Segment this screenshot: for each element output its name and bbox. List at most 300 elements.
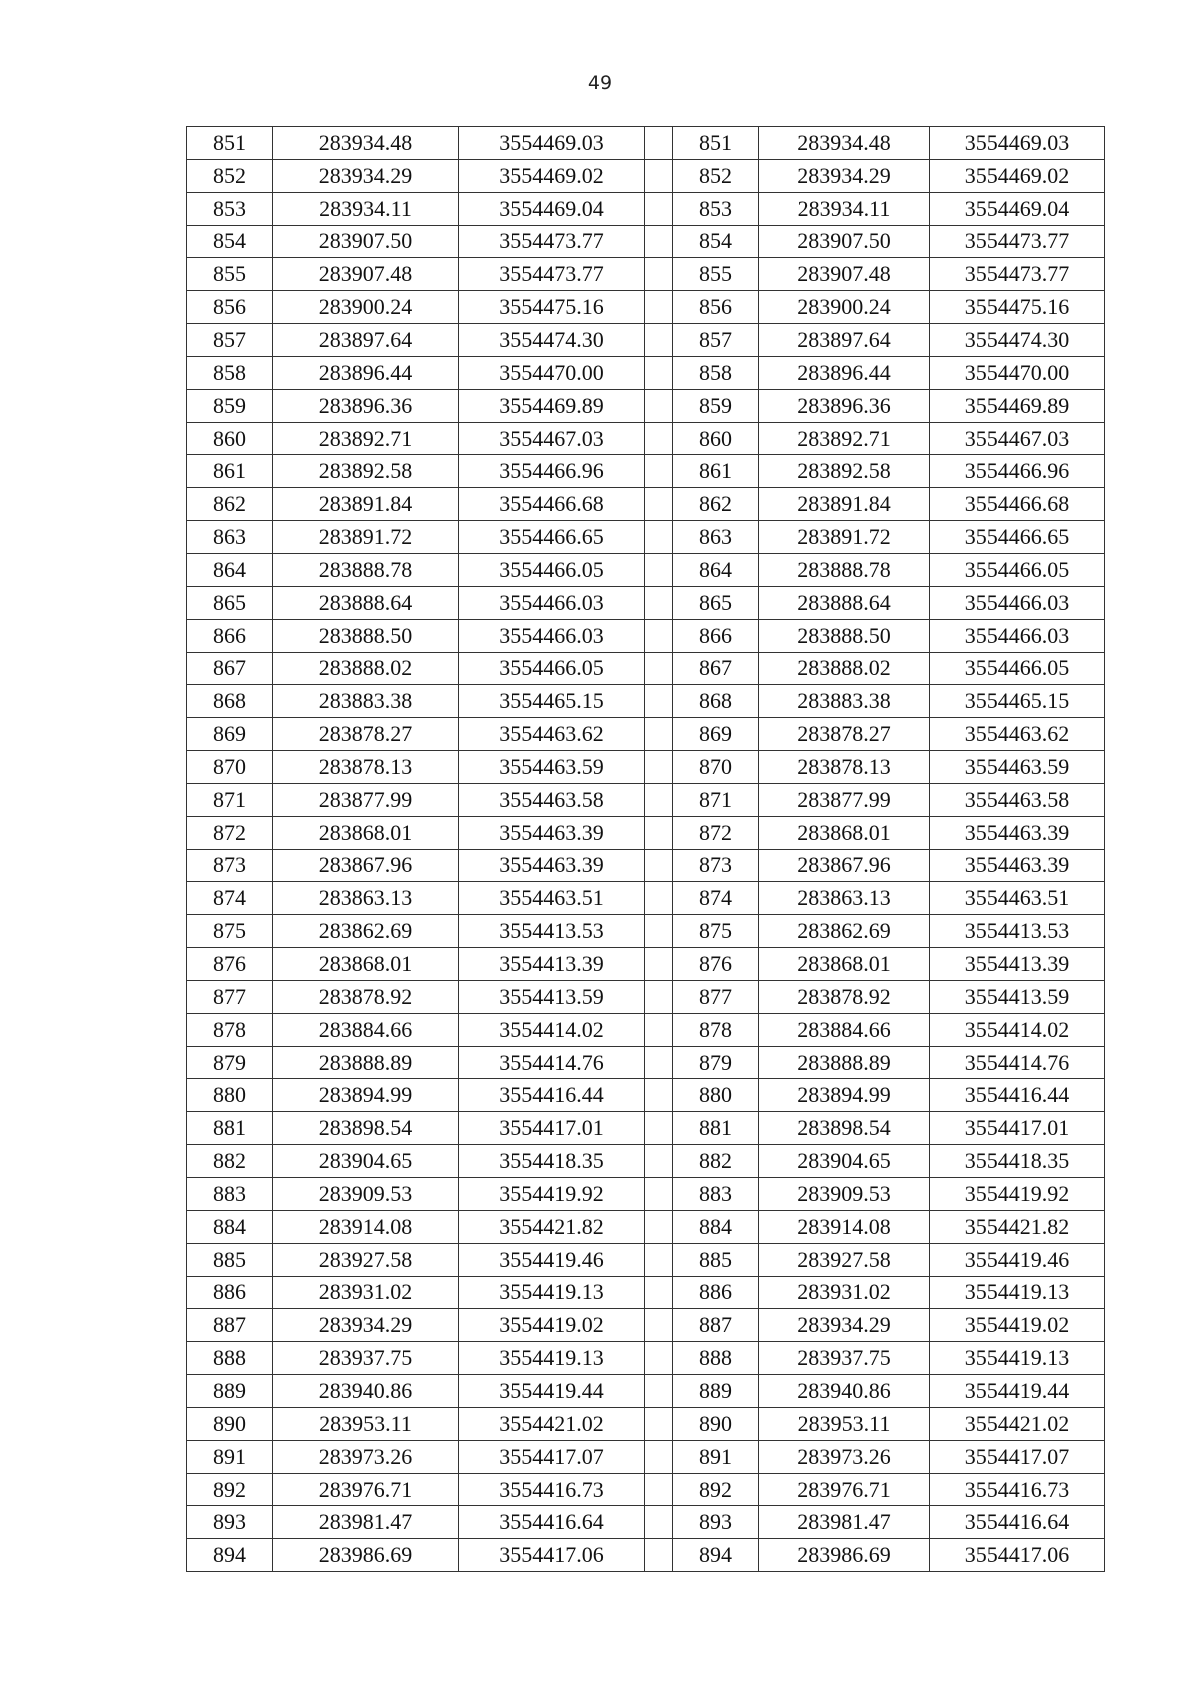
y-coordinate-2-cell: 3554466.96: [930, 455, 1105, 488]
spacer-cell: [645, 783, 673, 816]
table-row: [187, 980, 1105, 1013]
point-number-cell: 884: [187, 1210, 273, 1243]
x-coordinate-2-cell: 283883.38: [759, 685, 930, 718]
spacer-cell: [645, 159, 673, 192]
x-coordinate-2-cell: 283914.08: [759, 1210, 930, 1243]
x-coordinate-cell: 283896.44: [273, 356, 459, 389]
x-coordinate-2-cell: 283931.02: [759, 1276, 930, 1309]
y-coordinate-2-cell: 3554473.77: [930, 225, 1105, 258]
spacer-cell: [645, 1473, 673, 1506]
spacer-cell: [645, 291, 673, 324]
table-row: [187, 1178, 1105, 1211]
y-coordinate-2-cell: 3554465.15: [930, 685, 1105, 718]
point-number-cell: 864: [187, 553, 273, 586]
y-coordinate-2-cell: 3554419.13: [930, 1342, 1105, 1375]
point-number-cell: 856: [187, 291, 273, 324]
x-coordinate-cell: 283981.47: [273, 1506, 459, 1539]
spacer-cell: [645, 718, 673, 751]
x-coordinate-2-cell: 283888.89: [759, 1046, 930, 1079]
point-number-2-cell: 888: [673, 1342, 759, 1375]
y-coordinate-cell: 3554416.44: [459, 1079, 645, 1112]
x-coordinate-cell: 283868.01: [273, 948, 459, 981]
y-coordinate-2-cell: 3554469.89: [930, 389, 1105, 422]
point-number-2-cell: 851: [673, 127, 759, 160]
y-coordinate-cell: 3554469.02: [459, 159, 645, 192]
x-coordinate-cell: 283888.78: [273, 553, 459, 586]
point-number-cell: 881: [187, 1112, 273, 1145]
spacer-cell: [645, 1079, 673, 1112]
spacer-cell: [645, 389, 673, 422]
y-coordinate-cell: 3554463.39: [459, 816, 645, 849]
point-number-cell: 852: [187, 159, 273, 192]
x-coordinate-cell: 283891.72: [273, 521, 459, 554]
table-row: [187, 356, 1105, 389]
point-number-2-cell: 891: [673, 1440, 759, 1473]
point-number-cell: 853: [187, 192, 273, 225]
x-coordinate-2-cell: 283894.99: [759, 1079, 930, 1112]
point-number-2-cell: 864: [673, 553, 759, 586]
point-number-2-cell: 876: [673, 948, 759, 981]
spacer-cell: [645, 1342, 673, 1375]
x-coordinate-2-cell: 283896.36: [759, 389, 930, 422]
point-number-cell: 860: [187, 422, 273, 455]
y-coordinate-cell: 3554474.30: [459, 324, 645, 357]
x-coordinate-2-cell: 283892.71: [759, 422, 930, 455]
x-coordinate-cell: 283914.08: [273, 1210, 459, 1243]
spacer-cell: [645, 324, 673, 357]
x-coordinate-cell: 283934.29: [273, 1309, 459, 1342]
y-coordinate-2-cell: 3554470.00: [930, 356, 1105, 389]
y-coordinate-cell: 3554463.39: [459, 849, 645, 882]
y-coordinate-2-cell: 3554469.03: [930, 127, 1105, 160]
table-row: [187, 1407, 1105, 1440]
point-number-2-cell: 887: [673, 1309, 759, 1342]
point-number-cell: 880: [187, 1079, 273, 1112]
y-coordinate-2-cell: 3554421.82: [930, 1210, 1105, 1243]
table-row: [187, 718, 1105, 751]
y-coordinate-2-cell: 3554463.58: [930, 783, 1105, 816]
x-coordinate-2-cell: 283892.58: [759, 455, 930, 488]
x-coordinate-cell: 283867.96: [273, 849, 459, 882]
x-coordinate-cell: 283883.38: [273, 685, 459, 718]
table-row: [187, 1276, 1105, 1309]
y-coordinate-cell: 3554463.59: [459, 751, 645, 784]
y-coordinate-2-cell: 3554419.13: [930, 1276, 1105, 1309]
x-coordinate-cell: 283976.71: [273, 1473, 459, 1506]
x-coordinate-2-cell: 283940.86: [759, 1375, 930, 1408]
y-coordinate-2-cell: 3554417.06: [930, 1539, 1105, 1572]
x-coordinate-2-cell: 283878.13: [759, 751, 930, 784]
y-coordinate-cell: 3554473.77: [459, 258, 645, 291]
y-coordinate-cell: 3554416.64: [459, 1506, 645, 1539]
table-row: [187, 1473, 1105, 1506]
x-coordinate-2-cell: 283888.02: [759, 652, 930, 685]
y-coordinate-cell: 3554417.01: [459, 1112, 645, 1145]
point-number-cell: 851: [187, 127, 273, 160]
point-number-2-cell: 867: [673, 652, 759, 685]
point-number-cell: 857: [187, 324, 273, 357]
x-coordinate-cell: 283907.48: [273, 258, 459, 291]
table-row: [187, 291, 1105, 324]
table-row: [187, 1013, 1105, 1046]
table-row: [187, 521, 1105, 554]
table-row: [187, 1375, 1105, 1408]
x-coordinate-cell: 283934.11: [273, 192, 459, 225]
x-coordinate-2-cell: 283891.84: [759, 488, 930, 521]
x-coordinate-cell: 283878.27: [273, 718, 459, 751]
table-row: [187, 685, 1105, 718]
point-number-2-cell: 871: [673, 783, 759, 816]
spacer-cell: [645, 488, 673, 521]
point-number-cell: 859: [187, 389, 273, 422]
table-row: [187, 619, 1105, 652]
point-number-cell: 858: [187, 356, 273, 389]
spacer-cell: [645, 1375, 673, 1408]
y-coordinate-cell: 3554416.73: [459, 1473, 645, 1506]
point-number-2-cell: 859: [673, 389, 759, 422]
table-row: [187, 586, 1105, 619]
spacer-cell: [645, 1440, 673, 1473]
y-coordinate-2-cell: 3554419.46: [930, 1243, 1105, 1276]
x-coordinate-2-cell: 283953.11: [759, 1407, 930, 1440]
y-coordinate-cell: 3554413.53: [459, 915, 645, 948]
point-number-2-cell: 853: [673, 192, 759, 225]
point-number-2-cell: 879: [673, 1046, 759, 1079]
y-coordinate-cell: 3554414.02: [459, 1013, 645, 1046]
spacer-cell: [645, 1506, 673, 1539]
y-coordinate-cell: 3554469.89: [459, 389, 645, 422]
y-coordinate-2-cell: 3554469.02: [930, 159, 1105, 192]
table-row: [187, 1046, 1105, 1079]
y-coordinate-2-cell: 3554419.44: [930, 1375, 1105, 1408]
point-number-2-cell: 882: [673, 1145, 759, 1178]
spacer-cell: [645, 619, 673, 652]
point-number-cell: 890: [187, 1407, 273, 1440]
y-coordinate-2-cell: 3554419.02: [930, 1309, 1105, 1342]
spacer-cell: [645, 586, 673, 619]
y-coordinate-cell: 3554466.05: [459, 553, 645, 586]
y-coordinate-2-cell: 3554417.01: [930, 1112, 1105, 1145]
point-number-2-cell: 870: [673, 751, 759, 784]
y-coordinate-cell: 3554465.15: [459, 685, 645, 718]
point-number-cell: 875: [187, 915, 273, 948]
point-number-2-cell: 884: [673, 1210, 759, 1243]
x-coordinate-cell: 283907.50: [273, 225, 459, 258]
x-coordinate-cell: 283937.75: [273, 1342, 459, 1375]
x-coordinate-2-cell: 283934.29: [759, 159, 930, 192]
y-coordinate-cell: 3554419.44: [459, 1375, 645, 1408]
y-coordinate-2-cell: 3554419.92: [930, 1178, 1105, 1211]
x-coordinate-2-cell: 283868.01: [759, 816, 930, 849]
table-row: [187, 948, 1105, 981]
point-number-2-cell: 863: [673, 521, 759, 554]
x-coordinate-cell: 283953.11: [273, 1407, 459, 1440]
point-number-cell: 867: [187, 652, 273, 685]
point-number-cell: 892: [187, 1473, 273, 1506]
table-row: [187, 1145, 1105, 1178]
spacer-cell: [645, 751, 673, 784]
y-coordinate-cell: 3554413.59: [459, 980, 645, 1013]
spacer-cell: [645, 192, 673, 225]
table-row: [187, 422, 1105, 455]
point-number-2-cell: 889: [673, 1375, 759, 1408]
x-coordinate-cell: 283878.13: [273, 751, 459, 784]
y-coordinate-2-cell: 3554466.05: [930, 553, 1105, 586]
x-coordinate-2-cell: 283891.72: [759, 521, 930, 554]
y-coordinate-cell: 3554463.51: [459, 882, 645, 915]
x-coordinate-2-cell: 283907.50: [759, 225, 930, 258]
x-coordinate-cell: 283891.84: [273, 488, 459, 521]
y-coordinate-2-cell: 3554421.02: [930, 1407, 1105, 1440]
x-coordinate-2-cell: 283897.64: [759, 324, 930, 357]
point-number-2-cell: 869: [673, 718, 759, 751]
x-coordinate-2-cell: 283862.69: [759, 915, 930, 948]
point-number-2-cell: 875: [673, 915, 759, 948]
point-number-2-cell: 860: [673, 422, 759, 455]
x-coordinate-cell: 283973.26: [273, 1440, 459, 1473]
point-number-cell: 877: [187, 980, 273, 1013]
y-coordinate-2-cell: 3554475.16: [930, 291, 1105, 324]
point-number-cell: 865: [187, 586, 273, 619]
spacer-cell: [645, 521, 673, 554]
x-coordinate-cell: 283900.24: [273, 291, 459, 324]
point-number-cell: 879: [187, 1046, 273, 1079]
table-row: [187, 455, 1105, 488]
x-coordinate-2-cell: 283863.13: [759, 882, 930, 915]
spacer-cell: [645, 1145, 673, 1178]
x-coordinate-2-cell: 283868.01: [759, 948, 930, 981]
table-row: [187, 915, 1105, 948]
spacer-cell: [645, 553, 673, 586]
table-row: [187, 1243, 1105, 1276]
x-coordinate-2-cell: 283976.71: [759, 1473, 930, 1506]
spacer-cell: [645, 356, 673, 389]
point-number-2-cell: 894: [673, 1539, 759, 1572]
y-coordinate-2-cell: 3554418.35: [930, 1145, 1105, 1178]
spacer-cell: [645, 1243, 673, 1276]
page-number: 49: [587, 72, 613, 94]
point-number-cell: 888: [187, 1342, 273, 1375]
y-coordinate-cell: 3554463.58: [459, 783, 645, 816]
coordinate-table: [186, 126, 1105, 1572]
point-number-cell: 876: [187, 948, 273, 981]
y-coordinate-cell: 3554414.76: [459, 1046, 645, 1079]
y-coordinate-cell: 3554467.03: [459, 422, 645, 455]
x-coordinate-cell: 283888.02: [273, 652, 459, 685]
table-row: [187, 488, 1105, 521]
y-coordinate-cell: 3554469.03: [459, 127, 645, 160]
table-row: [187, 816, 1105, 849]
table-row: [187, 324, 1105, 357]
spacer-cell: [645, 127, 673, 160]
spacer-cell: [645, 1276, 673, 1309]
point-number-2-cell: 885: [673, 1243, 759, 1276]
x-coordinate-cell: 283909.53: [273, 1178, 459, 1211]
x-coordinate-2-cell: 283878.92: [759, 980, 930, 1013]
x-coordinate-cell: 283892.58: [273, 455, 459, 488]
y-coordinate-cell: 3554413.39: [459, 948, 645, 981]
y-coordinate-2-cell: 3554463.39: [930, 816, 1105, 849]
x-coordinate-cell: 283888.50: [273, 619, 459, 652]
point-number-2-cell: 893: [673, 1506, 759, 1539]
point-number-cell: 872: [187, 816, 273, 849]
point-number-2-cell: 874: [673, 882, 759, 915]
y-coordinate-2-cell: 3554473.77: [930, 258, 1105, 291]
y-coordinate-cell: 3554419.13: [459, 1342, 645, 1375]
table-row: [187, 1210, 1105, 1243]
x-coordinate-2-cell: 283907.48: [759, 258, 930, 291]
x-coordinate-cell: 283931.02: [273, 1276, 459, 1309]
y-coordinate-2-cell: 3554413.59: [930, 980, 1105, 1013]
x-coordinate-2-cell: 283927.58: [759, 1243, 930, 1276]
y-coordinate-2-cell: 3554466.03: [930, 586, 1105, 619]
y-coordinate-2-cell: 3554467.03: [930, 422, 1105, 455]
point-number-2-cell: 865: [673, 586, 759, 619]
point-number-2-cell: 852: [673, 159, 759, 192]
point-number-2-cell: 883: [673, 1178, 759, 1211]
x-coordinate-cell: 283888.89: [273, 1046, 459, 1079]
table-row: [187, 225, 1105, 258]
y-coordinate-cell: 3554470.00: [459, 356, 645, 389]
x-coordinate-cell: 283898.54: [273, 1112, 459, 1145]
table-row: [187, 1342, 1105, 1375]
point-number-cell: 855: [187, 258, 273, 291]
x-coordinate-2-cell: 283981.47: [759, 1506, 930, 1539]
table-row: [187, 1112, 1105, 1145]
table-row: [187, 553, 1105, 586]
point-number-2-cell: 880: [673, 1079, 759, 1112]
x-coordinate-cell: 283892.71: [273, 422, 459, 455]
y-coordinate-cell: 3554419.92: [459, 1178, 645, 1211]
x-coordinate-2-cell: 283888.50: [759, 619, 930, 652]
spacer-cell: [645, 849, 673, 882]
x-coordinate-cell: 283878.92: [273, 980, 459, 1013]
table-row: [187, 159, 1105, 192]
y-coordinate-cell: 3554417.07: [459, 1440, 645, 1473]
spacer-cell: [645, 1539, 673, 1572]
x-coordinate-cell: 283888.64: [273, 586, 459, 619]
table-row: [187, 783, 1105, 816]
point-number-cell: 873: [187, 849, 273, 882]
point-number-cell: 854: [187, 225, 273, 258]
x-coordinate-cell: 283884.66: [273, 1013, 459, 1046]
y-coordinate-2-cell: 3554463.62: [930, 718, 1105, 751]
point-number-cell: 866: [187, 619, 273, 652]
table-row: [187, 127, 1105, 160]
table-row: [187, 1079, 1105, 1112]
spacer-cell: [645, 1013, 673, 1046]
spacer-cell: [645, 948, 673, 981]
point-number-2-cell: 861: [673, 455, 759, 488]
y-coordinate-cell: 3554466.65: [459, 521, 645, 554]
y-coordinate-2-cell: 3554413.39: [930, 948, 1105, 981]
spacer-cell: [645, 882, 673, 915]
y-coordinate-cell: 3554418.35: [459, 1145, 645, 1178]
spacer-cell: [645, 915, 673, 948]
x-coordinate-cell: 283862.69: [273, 915, 459, 948]
point-number-cell: 886: [187, 1276, 273, 1309]
spacer-cell: [645, 1046, 673, 1079]
point-number-cell: 893: [187, 1506, 273, 1539]
x-coordinate-cell: 283863.13: [273, 882, 459, 915]
point-number-cell: 868: [187, 685, 273, 718]
x-coordinate-cell: 283934.48: [273, 127, 459, 160]
y-coordinate-cell: 3554475.16: [459, 291, 645, 324]
point-number-2-cell: 866: [673, 619, 759, 652]
point-number-2-cell: 862: [673, 488, 759, 521]
point-number-cell: 863: [187, 521, 273, 554]
point-number-cell: 894: [187, 1539, 273, 1572]
spacer-cell: [645, 816, 673, 849]
spacer-cell: [645, 685, 673, 718]
coordinate-table-body: [187, 127, 1105, 1572]
y-coordinate-2-cell: 3554463.51: [930, 882, 1105, 915]
spacer-cell: [645, 1112, 673, 1145]
point-number-2-cell: 868: [673, 685, 759, 718]
point-number-cell: 882: [187, 1145, 273, 1178]
table-row: [187, 389, 1105, 422]
x-coordinate-2-cell: 283884.66: [759, 1013, 930, 1046]
y-coordinate-2-cell: 3554416.64: [930, 1506, 1105, 1539]
table-row: [187, 1440, 1105, 1473]
y-coordinate-cell: 3554466.68: [459, 488, 645, 521]
y-coordinate-cell: 3554419.02: [459, 1309, 645, 1342]
x-coordinate-2-cell: 283934.29: [759, 1309, 930, 1342]
table-row: [187, 1539, 1105, 1572]
table-row: [187, 751, 1105, 784]
y-coordinate-2-cell: 3554469.04: [930, 192, 1105, 225]
x-coordinate-cell: 283894.99: [273, 1079, 459, 1112]
y-coordinate-2-cell: 3554417.07: [930, 1440, 1105, 1473]
y-coordinate-2-cell: 3554466.03: [930, 619, 1105, 652]
x-coordinate-cell: 283896.36: [273, 389, 459, 422]
point-number-2-cell: 858: [673, 356, 759, 389]
y-coordinate-2-cell: 3554416.73: [930, 1473, 1105, 1506]
point-number-cell: 878: [187, 1013, 273, 1046]
point-number-cell: 887: [187, 1309, 273, 1342]
x-coordinate-2-cell: 283877.99: [759, 783, 930, 816]
y-coordinate-2-cell: 3554466.05: [930, 652, 1105, 685]
x-coordinate-cell: 283897.64: [273, 324, 459, 357]
point-number-2-cell: 855: [673, 258, 759, 291]
x-coordinate-2-cell: 283888.78: [759, 553, 930, 586]
x-coordinate-2-cell: 283909.53: [759, 1178, 930, 1211]
spacer-cell: [645, 258, 673, 291]
x-coordinate-cell: 283868.01: [273, 816, 459, 849]
x-coordinate-2-cell: 283904.65: [759, 1145, 930, 1178]
x-coordinate-2-cell: 283937.75: [759, 1342, 930, 1375]
point-number-cell: 870: [187, 751, 273, 784]
point-number-2-cell: 892: [673, 1473, 759, 1506]
point-number-2-cell: 854: [673, 225, 759, 258]
y-coordinate-cell: 3554463.62: [459, 718, 645, 751]
table-row: [187, 652, 1105, 685]
y-coordinate-cell: 3554419.13: [459, 1276, 645, 1309]
y-coordinate-cell: 3554469.04: [459, 192, 645, 225]
y-coordinate-2-cell: 3554414.76: [930, 1046, 1105, 1079]
x-coordinate-cell: 283940.86: [273, 1375, 459, 1408]
x-coordinate-2-cell: 283867.96: [759, 849, 930, 882]
point-number-2-cell: 873: [673, 849, 759, 882]
point-number-cell: 861: [187, 455, 273, 488]
spacer-cell: [645, 1178, 673, 1211]
point-number-2-cell: 881: [673, 1112, 759, 1145]
spacer-cell: [645, 225, 673, 258]
point-number-cell: 869: [187, 718, 273, 751]
point-number-2-cell: 886: [673, 1276, 759, 1309]
point-number-2-cell: 877: [673, 980, 759, 1013]
y-coordinate-2-cell: 3554414.02: [930, 1013, 1105, 1046]
